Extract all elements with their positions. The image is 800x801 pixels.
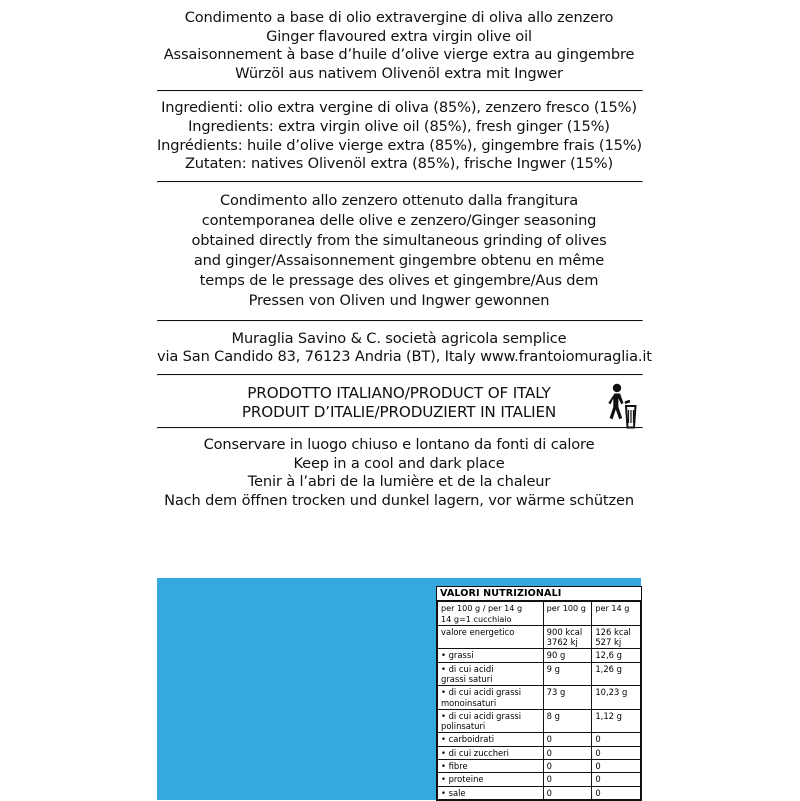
nutrition-label-cell: • carboidrati xyxy=(438,733,544,746)
storage-line: Nach dem öffnen trocken und dunkel lagern, vor wärme schützen xyxy=(164,491,634,509)
nutrition-label-cell: • fibre xyxy=(438,760,544,773)
nutrition-label-cell: • di cui acidi grassi monoinsaturi xyxy=(438,686,544,710)
nutrition-value-14g: 0 xyxy=(592,746,641,759)
product-title-line: Assaisonnement à base d’huile d’olive vierge extra au gingembre xyxy=(163,46,635,64)
ingredients-line: Ingredients: extra virgin olive oil (85%), fresh ginger (15%) xyxy=(188,117,610,135)
storage-line: Conservare in luogo chiuso e lontano da fonti di calore xyxy=(203,436,595,454)
nutrition-value-14g: 1,26 g xyxy=(592,662,641,686)
product-title-block xyxy=(157,0,641,90)
nutrition-value-100g: 0 xyxy=(543,733,592,746)
description-block xyxy=(157,183,641,320)
nutrition-label-cell: • proteine xyxy=(438,773,544,786)
nutrition-value-100g: 9 g xyxy=(543,662,592,686)
storage-block xyxy=(157,429,641,516)
description-line: Pressen von Oliven und Ingwer gewonnen xyxy=(248,291,550,309)
nutrition-value-14g: 0 xyxy=(592,786,641,799)
nutrition-row xyxy=(438,786,641,799)
nutrition-value-14g: 10,23 g xyxy=(592,686,641,710)
label-content xyxy=(157,0,652,517)
nutrition-row xyxy=(438,760,641,773)
nutrition-row xyxy=(438,625,641,649)
ingredients-line: Ingrédients: huile d’olive vierge extra (85%), gingembre frais (15%) xyxy=(157,136,642,154)
origin-block xyxy=(157,376,641,427)
ingredients-line: Zutaten: natives Olivenöl extra (85%), frische Ingwer (15%) xyxy=(184,155,614,173)
company-address: via San Candido 83, 76123 Andria (BT), Italy www.frantoiomuraglia.it xyxy=(157,348,652,366)
nutrition-label-cell: • di cui zuccheri xyxy=(438,746,544,759)
nutrition-label-cell: valore energetico xyxy=(438,625,544,649)
description-line: and ginger/Assaisonnement gingembre obtenu en même xyxy=(193,251,605,269)
nutrition-grid xyxy=(437,601,641,800)
storage-line: Tenir à l’abri de la lumière et de la chaleur xyxy=(247,473,551,491)
nutrition-value-14g: 0 xyxy=(592,760,641,773)
description-line: obtained directly from the simultaneous grinding of olives xyxy=(191,231,607,249)
nutrition-table xyxy=(436,586,642,801)
company-name: Muraglia Savino & C. società agricola semplice xyxy=(231,329,567,347)
description-line: Condimento allo zenzero ottenuto dalla frangitura xyxy=(219,191,579,209)
nutrition-row xyxy=(438,746,641,759)
nutrition-header-cell: per 100 g / per 14 g 14 g=1 cucchiaio xyxy=(438,602,544,626)
nutrition-header-cell: per 100 g xyxy=(543,602,592,626)
nutrition-row xyxy=(438,709,641,733)
nutrition-label-cell: • di cui acidi grassi polinsaturi xyxy=(438,709,544,733)
nutrition-value-100g: 900 kcal 3762 kj xyxy=(543,625,592,649)
nutrition-value-100g: 0 xyxy=(543,746,592,759)
product-title-line: Condimento a base di olio extravergine di oliva allo zenzero xyxy=(184,9,614,26)
nutrition-row xyxy=(438,662,641,686)
nutrition-header-cell: per 14 g xyxy=(592,602,641,626)
nutrition-value-100g: 0 xyxy=(543,773,592,786)
description-line: temps de le pressage des olives et gingembre/Aus dem xyxy=(199,271,599,289)
nutrition-value-14g: 0 xyxy=(592,733,641,746)
storage-line: Keep in a cool and dark place xyxy=(293,454,505,472)
nutrition-value-14g: 12,6 g xyxy=(592,649,641,662)
ingredients-line: Ingredienti: olio extra vergine di oliva (85%), zenzero fresco (15%) xyxy=(161,99,637,117)
nutrition-row xyxy=(438,649,641,662)
nutrition-value-14g: 1,12 g xyxy=(592,709,641,733)
nutrition-value-14g: 0 xyxy=(592,773,641,786)
nutrition-row xyxy=(438,686,641,710)
nutrition-value-100g: 0 xyxy=(543,760,592,773)
nutrition-label-cell: • di cui acidi grassi saturi xyxy=(438,662,544,686)
tidyman-icon xyxy=(595,382,639,430)
product-title-line: Ginger flavoured extra virgin olive oil xyxy=(266,27,532,45)
nutrition-value-14g: 126 kcal 527 kj xyxy=(592,625,641,649)
origin-line: PRODUIT D’ITALIE/PRODUZIERT IN ITALIEN xyxy=(241,402,557,421)
ingredients-block xyxy=(157,92,641,180)
nutrition-value-100g: 8 g xyxy=(543,709,592,733)
nutrition-value-100g: 0 xyxy=(543,786,592,799)
nutrition-title: VALORI NUTRIZIONALI xyxy=(437,587,641,601)
description-line: contemporanea delle olive e zenzero/Ginger seasoning xyxy=(201,211,597,229)
nutrition-header-row xyxy=(438,602,641,626)
company-block xyxy=(157,322,652,374)
nutrition-label-cell: • grassi xyxy=(438,649,544,662)
origin-line: PRODOTTO ITALIANO/PRODUCT OF ITALY xyxy=(247,383,551,402)
nutrition-row xyxy=(438,773,641,786)
nutrition-value-100g: 90 g xyxy=(543,649,592,662)
nutrition-row xyxy=(438,733,641,746)
nutrition-value-100g: 73 g xyxy=(543,686,592,710)
product-title-line: Würzöl aus nativem Olivenöl extra mit Ingwer xyxy=(235,64,563,82)
nutrition-label-cell: • sale xyxy=(438,786,544,799)
